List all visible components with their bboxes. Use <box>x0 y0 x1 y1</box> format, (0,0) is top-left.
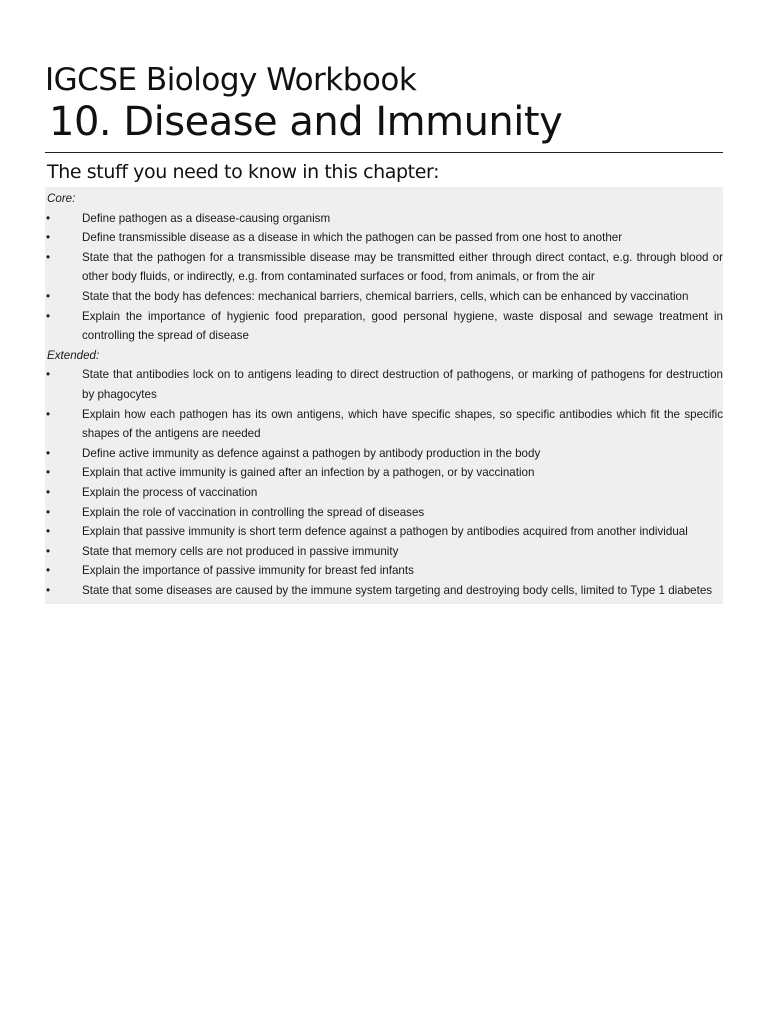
chapter-subtitle: The stuff you need to know in this chapter: <box>47 161 440 183</box>
extended-objectives-list <box>45 365 723 600</box>
workbook-title: IGCSE Biology Workbook <box>45 62 417 98</box>
objective-text: Explain how each pathogen has its own antigens, which have specific shapes, so specific antibodies which fit the specific shapes of the antigens are needed <box>82 407 723 441</box>
bullet-icon: • <box>46 466 51 480</box>
bullet-icon: • <box>46 525 51 539</box>
title-divider <box>45 152 723 153</box>
objective-text: State that the pathogen for a transmissible disease may be transmitted either through direct contact, e.g. through blood or other body fluids, or indirectly, e.g. from contaminated surfaces or food, from animals, or from the air <box>82 250 723 284</box>
list-item <box>45 444 723 464</box>
objective-text: Define pathogen as a disease-causing organism <box>82 211 331 225</box>
workbook-page <box>45 62 723 604</box>
objective-text: Explain the role of vaccination in controlling the spread of diseases <box>82 505 425 519</box>
objective-text: Explain that passive immunity is short term defence against a pathogen by antibodies acquired from another individual <box>82 525 688 539</box>
bullet-icon: • <box>46 446 51 460</box>
bullet-icon: • <box>46 368 51 382</box>
objective-text: Define active immunity as defence against a pathogen by antibody production in the body <box>82 446 541 460</box>
list-item <box>45 581 723 601</box>
list-item <box>45 503 723 523</box>
objective-text: State that memory cells are not produced in passive immunity <box>82 544 399 558</box>
list-item <box>45 522 723 542</box>
objective-text: State that antibodies lock on to antigens leading to direct destruction of pathogens, or marking of pathogens for destruction by phagocytes <box>82 368 723 401</box>
objective-text: Explain the importance of passive immunity for breast fed infants <box>82 564 414 578</box>
objective-text: State that the body has defences: mechanical barriers, chemical barriers, cells, which can be enhanced by vaccination <box>82 289 689 303</box>
list-item <box>45 307 723 346</box>
bullet-icon: • <box>46 564 51 578</box>
bullet-icon: • <box>46 250 51 264</box>
bullet-icon: • <box>46 231 51 245</box>
list-item <box>45 228 723 248</box>
core-objectives-list <box>45 209 723 346</box>
objective-text: Define transmissible disease as a disease in which the pathogen can be passed from one host to another <box>82 231 623 245</box>
bullet-icon: • <box>46 211 51 225</box>
objective-text: Explain the process of vaccination <box>82 485 258 499</box>
objective-text: Explain that active immunity is gained after an infection by a pathogen, or by vaccination <box>82 466 535 480</box>
chapter-title: 10. Disease and Immunity <box>49 99 563 145</box>
bullet-icon: • <box>46 583 51 597</box>
list-item <box>45 483 723 503</box>
objective-text: State that some diseases are caused by the immune system targeting and destroying body cells, limited to Type 1 diabetes <box>82 583 713 597</box>
bullet-icon: • <box>46 407 51 421</box>
core-section-label: Core: <box>47 192 76 205</box>
list-item <box>45 561 723 581</box>
list-item <box>45 287 723 307</box>
list-item <box>45 248 723 287</box>
bullet-icon: • <box>46 309 51 323</box>
list-item <box>45 542 723 562</box>
bullet-icon: • <box>46 505 51 519</box>
list-item <box>45 463 723 483</box>
objective-text: Explain the importance of hygienic food preparation, good personal hygiene, waste disposal and sewage treatment in controlling the spread of disease <box>82 309 723 343</box>
bullet-icon: • <box>46 544 51 558</box>
bullet-icon: • <box>46 289 51 303</box>
extended-section-label: Extended: <box>47 348 100 362</box>
learning-objectives-panel <box>45 187 723 604</box>
list-item <box>45 209 723 229</box>
list-item <box>45 365 723 404</box>
bullet-icon: • <box>46 485 51 499</box>
list-item <box>45 405 723 444</box>
